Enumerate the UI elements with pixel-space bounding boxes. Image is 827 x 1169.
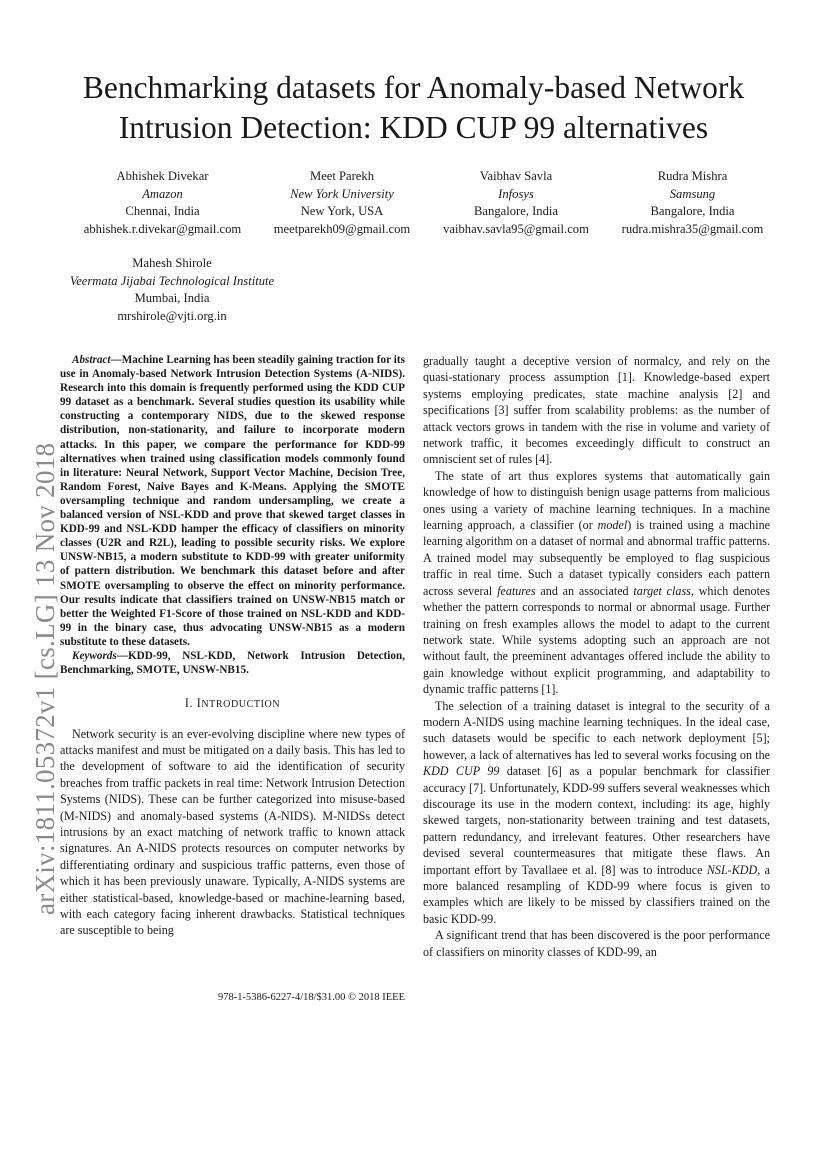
intro-paragraph: Network security is an ever-evolving discipline where new types of attacks manifest and must be mitigated on a daily basis. This has led to the development of software to aid the identification of security breaches from traffic packets in real time: Network Intrusion Detection Systems (NIDS). These can be further categorized into misuse-based (M-NIDS) and anomaly-based systems (A-NIDS). M-NIDSs detect intrusions by an exact matching of network traffic to known attack signatures. An A-NIDS protects resources on computer networks by differentiating ordinary and suspicious traffic patterns, even those of which it has been previously unaware. Typically, A-NIDS systems are either statistical-based, knowledge-based or machine-learning based, with each category facing inherent drawbacks. Statistical techniques are susceptible to being (60, 726, 405, 938)
text-run-italic: model (597, 518, 628, 533)
author-location: Chennai, India (125, 204, 200, 218)
author-email: mrshirole@vjti.org.in (117, 308, 227, 323)
text-run: , a more balanced resampling of KDD-99 where focus is given to examples which are likely to be missed by classifiers trained on the basic KDD-99. (423, 862, 770, 926)
author-affiliation: Samsung (669, 186, 716, 201)
author-block (70, 168, 255, 238)
author-block (262, 168, 422, 238)
author-email: abhishek.r.divekar@gmail.com (83, 221, 242, 236)
author-block (58, 255, 286, 325)
text-run-italic: NSL-KDD (706, 862, 758, 877)
text-run-italic: KDD CUP 99 (423, 764, 500, 779)
text-run: ) is trained using a machine learning algorithm on a dataset of normal and abnormal traffic patterns. A trained model may subsequently be employed to flag suspicious traffic in real time. Such a dataset typically considers each pattern across several (423, 518, 770, 598)
text-run-italic: target class (633, 583, 691, 598)
text-run: The selection of a training dataset is integral to the security of a modern A-NIDS using machine learning techniques. In the ideal case, such datasets would be specific to each network deployment [5]; however, a lack of alternatives has led to several works focusing on the (423, 698, 770, 762)
author-affiliation: Infosys (498, 186, 534, 201)
text-run: The state of art thus explores systems that automatically gain knowledge of how to distinguish benign usage patterns from malicious ones using a variety of machine learning techniques. In a machine learning approach, a classifier (or (423, 468, 770, 533)
body-paragraph (423, 698, 770, 928)
author-email: rudra.mishra35@gmail.com (621, 221, 764, 236)
author-location: New York, USA (300, 204, 384, 218)
author-name: Rudra Mishra (657, 169, 728, 183)
section-title-rest: NTRODUCTION (201, 699, 281, 711)
keywords (60, 649, 405, 677)
abstract-lead: Abstract (72, 354, 111, 366)
author-affiliation: Amazon (142, 186, 183, 201)
text-run: dataset [6] as a popular benchmark for classifier accuracy [7]. Unfortunately, KDD-99 suffers several weaknesses which discourage its use in the modern context, including: its age, highly skewed targets, non-stationarity between training and test datasets, pattern redundancy, and irrelevant features. Other researchers have devised several countermeasures that mitigate these flaws. An important effort by Tavallaee et al. [8] was to introduce (423, 764, 770, 877)
author-name: Mahesh Shirole (132, 256, 212, 270)
arxiv-identifier: arXiv:1811.05372v1 [cs.LG] 13 Nov 2018 (30, 442, 60, 915)
section-heading (60, 695, 405, 713)
text-run: and an associated (535, 583, 634, 598)
keywords-text: —KDD-99, NSL-KDD, Network Intrusion Detection, Benchmarking, SMOTE, UNSW-NB15. (60, 649, 405, 677)
author-email: meetparekh09@gmail.com (273, 221, 411, 236)
right-column (423, 353, 770, 960)
keywords-lead: Keywords (72, 649, 117, 662)
text-run-italic: features (497, 583, 536, 598)
body-paragraph: gradually taught a deceptive version of normalcy, and rely on the quasi-stationary process assumption [1]. Knowledge-based expert systems employing predicates, state machine analysis [2] and specifications [3] suffer from scalability problems: as the number of attack vectors grows in tandem with the rise in volume and variety of network traffic, it becomes exceedingly difficult to construct an omniscient set of rules [4]. (423, 354, 770, 467)
author-affiliation: New York University (290, 186, 394, 201)
author-block (610, 168, 775, 238)
body-paragraph: A significant trend that has been discovered is the poor performance of classifiers on minority classes of KDD-99, an (423, 928, 770, 959)
paper-title: Benchmarking datasets for Anomaly-based Network Intrusion Detection: KDD CUP 99 alternatives (82, 70, 745, 145)
left-column (60, 353, 405, 939)
author-name: Meet Parekh (310, 169, 374, 183)
author-block (432, 168, 600, 238)
section-numeral: I. (184, 696, 197, 711)
author-location: Bangalore, India (650, 204, 735, 218)
author-name: Vaibhav Savla (479, 169, 553, 183)
copyright-notice: 978-1-5386-6227-4/18/$31.00 © 2018 IEEE (217, 992, 405, 1003)
author-email: vaibhav.savla95@gmail.com (443, 221, 589, 236)
author-affiliation: Veermata Jijabai Technological Institute (69, 273, 275, 288)
abstract (60, 353, 405, 649)
abstract-text: —Machine Learning has been steadily gaining traction for its use in Anomaly-based Network Intrusion Detection Systems (A-NIDS). Research into this domain is frequently performed using the KDD CUP 99 dataset as a benchmark. Several studies question its usability while constructing a contemporary NIDS, due to the skewed response distribution, non-stationarity, and failure to incorporate modern attacks. In this paper, we compare the performance for KDD-99 alternatives when trained using classification models commonly found in literature: Neural Network, Support Vector Machine, Decision Tree, Random Forest, Naive Bayes and K-Means. Applying the SMOTE oversampling technique and random undersampling, we create a balanced version of NSL-KDD and prove that skewed target classes in KDD-99 and NSL-KDD hamper the efficacy of classifiers on minority classes (U2R and R2L), leading to possible security risks. We explore UNSW-NB15, a modern substitute to KDD-99 with greater uniformity of pattern distribution. We benchmark this dataset before and after SMOTE oversampling to observe the effect on minority performance. Our results indicate that classifiers trained on UNSW-NB15 match or better the Weighted F1-Score of those trained on NSL-KDD and KDD-99 in the binary case, thus advocating UNSW-NB15 as a modern substitute to these datasets. (60, 354, 405, 648)
body-paragraph (423, 468, 770, 698)
text-run: , which denotes whether the pattern corresponds to normal or abnormal usage. Further training on fresh examples allows the model to adapt to the current network state. While systems adopting such an approach are not without fault, the preeminent advantages offered include the ability to gain knowledge without explicit programming, and adaptability to dynamic traffic patterns [1]. (423, 583, 770, 697)
author-location: Bangalore, India (474, 204, 558, 218)
author-location: Mumbai, India (134, 291, 210, 305)
section-first-letter: I (196, 696, 202, 711)
author-name: Abhishek Divekar (116, 169, 209, 183)
